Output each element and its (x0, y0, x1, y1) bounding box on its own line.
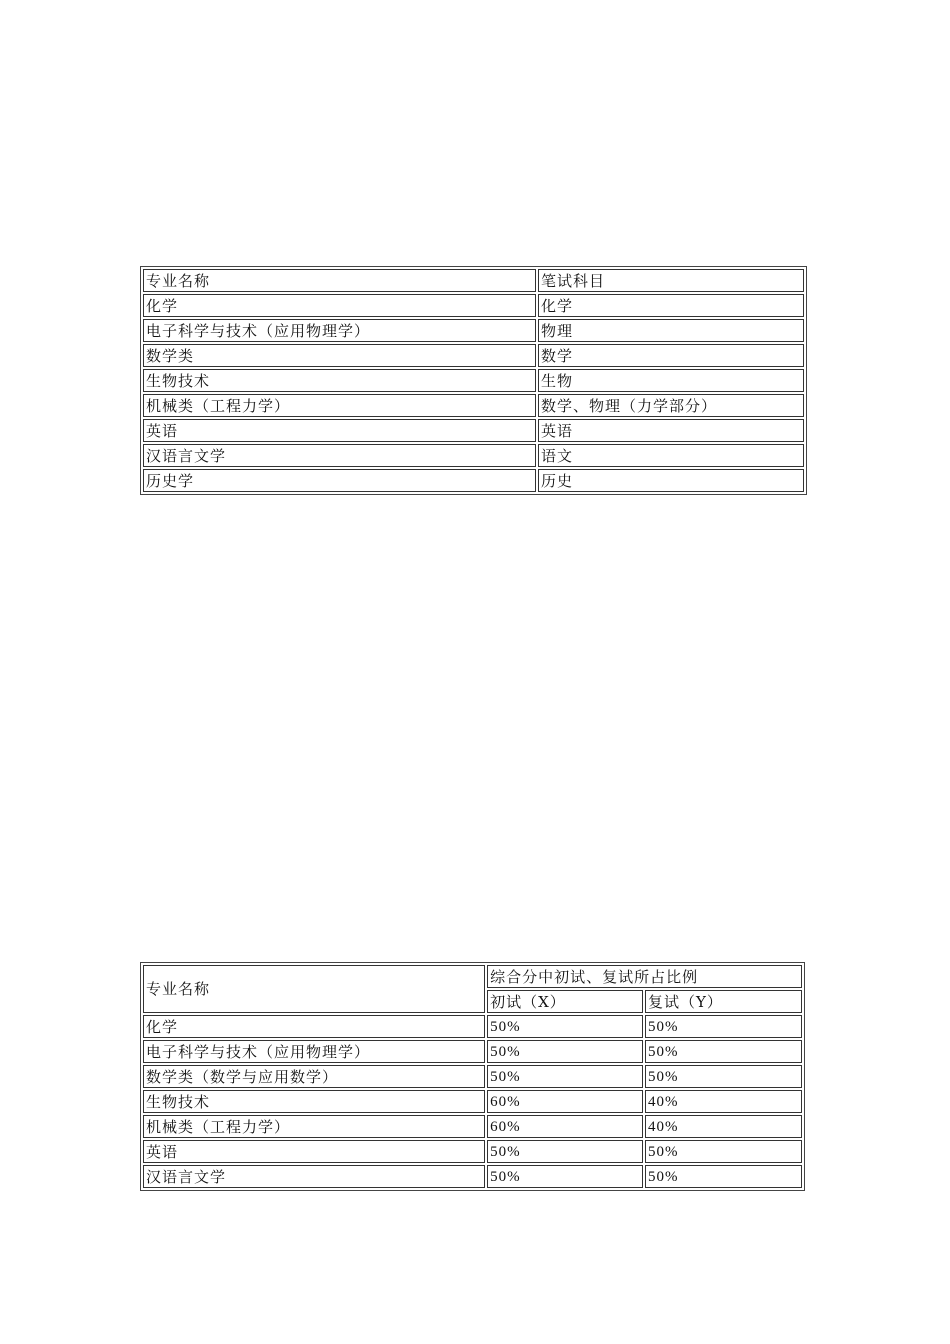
major-cell: 数学类 (143, 344, 536, 367)
subject-cell: 数学、物理（力学部分） (538, 394, 804, 417)
major-cell: 机械类（工程力学） (143, 394, 536, 417)
major-cell: 电子科学与技术（应用物理学） (143, 1040, 485, 1063)
initial-ratio-cell: 60% (487, 1090, 643, 1113)
table-row (143, 1115, 802, 1138)
retest-ratio-cell: 40% (645, 1115, 802, 1138)
header-cell-major: 专业名称 (143, 965, 485, 1013)
retest-ratio-cell: 50% (645, 1040, 802, 1063)
table-row (143, 444, 804, 467)
table-row (143, 394, 804, 417)
table-row (143, 369, 804, 392)
table-row (143, 419, 804, 442)
table-row (143, 319, 804, 342)
subject-cell: 英语 (538, 419, 804, 442)
major-cell: 电子科学与技术（应用物理学） (143, 319, 536, 342)
major-cell: 机械类（工程力学） (143, 1115, 485, 1138)
table-row (143, 1165, 802, 1188)
retest-ratio-cell: 50% (645, 1165, 802, 1188)
major-cell: 汉语言文学 (143, 444, 536, 467)
retest-ratio-cell: 50% (645, 1140, 802, 1163)
initial-ratio-cell: 50% (487, 1065, 643, 1088)
header-cell-major: 专业名称 (143, 269, 536, 292)
table-row (143, 1040, 802, 1063)
table-row (143, 1065, 802, 1088)
major-cell: 英语 (143, 1140, 485, 1163)
retest-ratio-cell: 50% (645, 1015, 802, 1038)
table-row (143, 294, 804, 317)
major-cell: 生物技术 (143, 1090, 485, 1113)
header-cell-ratio-group: 综合分中初试、复试所占比例 (487, 965, 802, 988)
subject-cell: 化学 (538, 294, 804, 317)
header-cell-subject: 笔试科目 (538, 269, 804, 292)
initial-ratio-cell: 50% (487, 1165, 643, 1188)
subject-cell: 生物 (538, 369, 804, 392)
major-cell: 生物技术 (143, 369, 536, 392)
retest-ratio-cell: 40% (645, 1090, 802, 1113)
subject-cell: 语文 (538, 444, 804, 467)
retest-ratio-cell: 50% (645, 1065, 802, 1088)
subject-cell: 历史 (538, 469, 804, 492)
exam-subjects-table (140, 266, 807, 495)
major-cell: 汉语言文学 (143, 1165, 485, 1188)
major-cell: 化学 (143, 294, 536, 317)
header-cell-initial-exam: 初试（X） (487, 990, 643, 1013)
initial-ratio-cell: 60% (487, 1115, 643, 1138)
table-row (143, 469, 804, 492)
subject-cell: 数学 (538, 344, 804, 367)
table-header-row (143, 965, 802, 988)
table-row (143, 344, 804, 367)
initial-ratio-cell: 50% (487, 1015, 643, 1038)
header-cell-retest: 复试（Y） (645, 990, 802, 1013)
major-cell: 数学类（数学与应用数学） (143, 1065, 485, 1088)
score-ratio-table (140, 962, 805, 1191)
table-row (143, 1140, 802, 1163)
major-cell: 历史学 (143, 469, 536, 492)
subject-cell: 物理 (538, 319, 804, 342)
table-header-row (143, 269, 804, 292)
table-row (143, 1015, 802, 1038)
major-cell: 化学 (143, 1015, 485, 1038)
initial-ratio-cell: 50% (487, 1040, 643, 1063)
table-row (143, 1090, 802, 1113)
major-cell: 英语 (143, 419, 536, 442)
initial-ratio-cell: 50% (487, 1140, 643, 1163)
